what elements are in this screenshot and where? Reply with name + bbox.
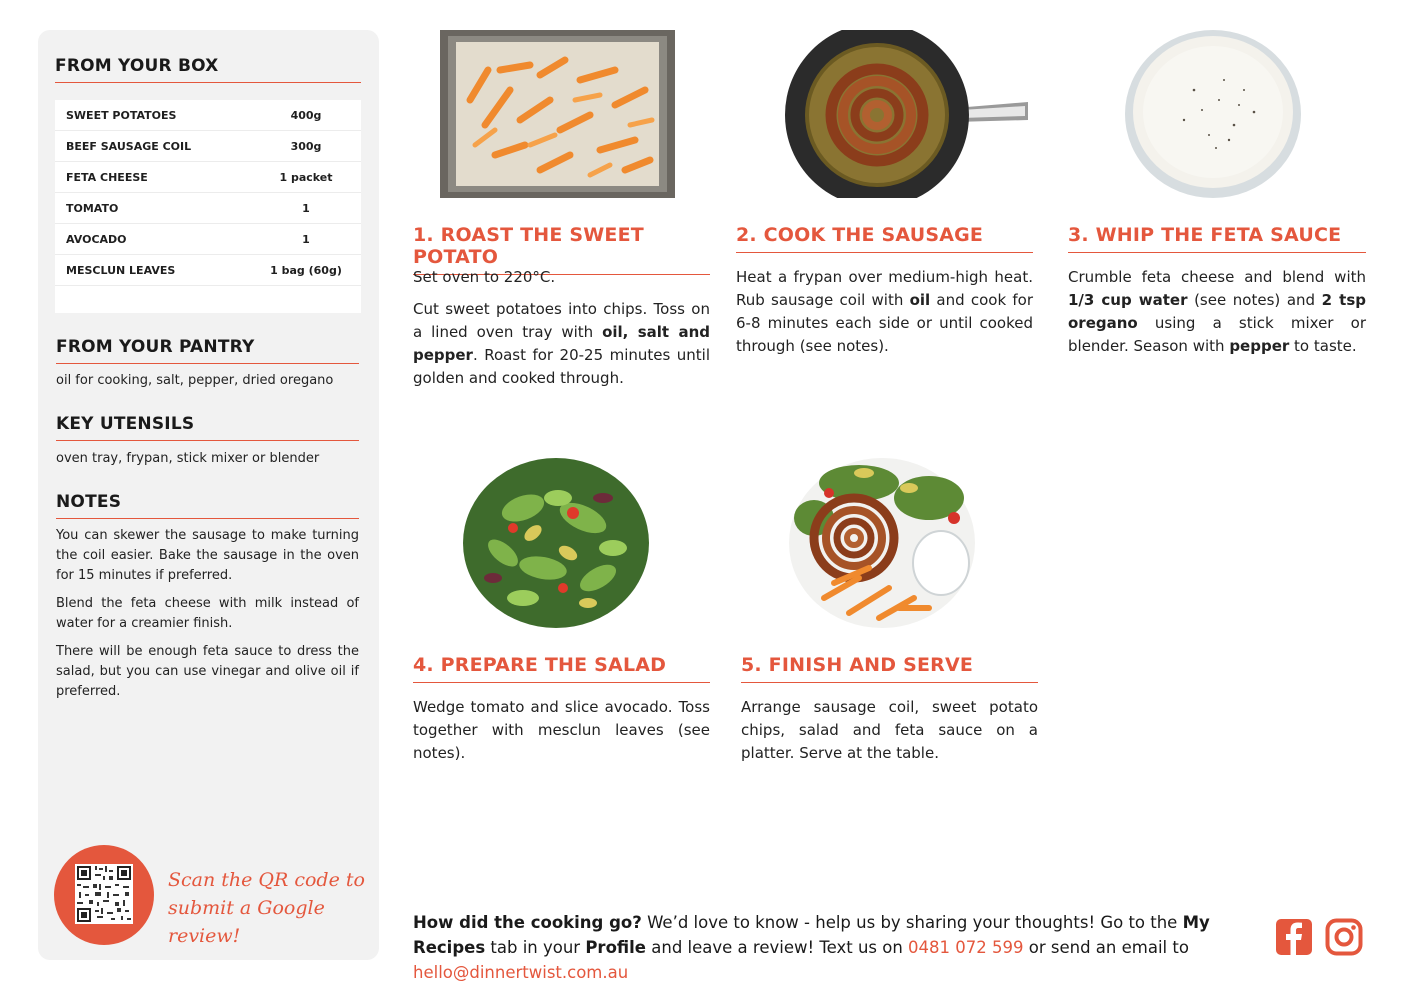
- sidebar: [38, 30, 379, 960]
- step-3-title: 3. WHIP THE FETA SAUCE: [1068, 224, 1366, 253]
- step-text-run: and cook for 6-8 minutes each side or until cooked through (see notes).: [736, 291, 1034, 355]
- ingredient-name: TOMATO: [66, 201, 119, 215]
- footer-phone-link[interactable]: 0481 072 599: [908, 938, 1024, 957]
- pantry-title: FROM YOUR PANTRY: [56, 337, 359, 364]
- roast-sweet-potato-photo: [440, 30, 675, 198]
- ingredients-table: [55, 100, 361, 313]
- qr-caption-line: Scan the QR code to: [168, 869, 365, 891]
- step-text-bold: pepper: [1229, 337, 1290, 355]
- note-paragraph: Blend the feta cheese with milk instead of water for a creamier finish.: [56, 596, 359, 631]
- step-3-body: [1068, 266, 1366, 367]
- qr-code-icon[interactable]: [75, 864, 133, 924]
- step-2-body: [736, 266, 1033, 367]
- ingredient-name: BEEF SAUSAGE COIL: [66, 139, 192, 153]
- footer-text: or send an email to: [1023, 938, 1189, 957]
- step-1-text: Set oven to 220°C.: [413, 268, 556, 286]
- step-4-text: Wedge tomato and slice avocado. Toss together with mesclun leaves (see notes).: [413, 698, 710, 762]
- pantry-text: oil for cooking, salt, pepper, dried oregano: [56, 373, 334, 388]
- ingredient-qty: 1 bag (60g): [270, 263, 342, 277]
- salad-photo: [463, 458, 650, 628]
- table-row: [55, 100, 361, 131]
- step-text-run: using a stick mixer or blender. Season with: [1068, 314, 1366, 355]
- note-paragraph: There will be enough feta sauce to dress the salad, but you can use vinegar and olive oil if preferred.: [56, 644, 359, 699]
- ingredient-name: FETA CHEESE: [66, 170, 148, 184]
- table-row: [55, 255, 361, 286]
- ingredient-qty: 1: [302, 232, 310, 246]
- ingredient-qty: 300g: [290, 139, 322, 153]
- table-row: [55, 162, 361, 193]
- cook-sausage-photo: [785, 30, 1030, 198]
- step-1-body: [413, 266, 710, 399]
- note-paragraph: You can skewer the sausage to make turning the coil easier. Bake the sausage in the oven for 15 minutes if preferred.: [56, 528, 359, 583]
- step-text-run: . Roast for 20-25 minutes until golden and cooked through.: [413, 346, 710, 387]
- notes-body: [56, 526, 359, 710]
- notes-title: NOTES: [56, 492, 359, 519]
- ingredient-name: MESCLUN LEAVES: [66, 263, 176, 277]
- review-footer: [413, 910, 1273, 985]
- step-text-run: Heat a frypan over medium-high heat. Rub sausage coil with: [736, 268, 1033, 309]
- step-2-title: 2. COOK THE SAUSAGE: [736, 224, 1033, 253]
- footer-email-link[interactable]: hello@dinnertwist.com.au: [413, 963, 629, 982]
- step-text-run: (see notes) and: [1187, 291, 1322, 309]
- step-text-bold: 2 tsp oregano: [1068, 291, 1366, 332]
- ingredient-qty: 1 packet: [279, 170, 333, 184]
- ingredient-qty: 1: [302, 201, 310, 215]
- qr-badge[interactable]: [54, 845, 154, 945]
- footer-question: How did the cooking go?: [413, 913, 642, 932]
- footer-my-recipes: My Recipes: [413, 913, 1210, 957]
- step-5-body: [741, 696, 1038, 774]
- step-text-run: Crumble feta cheese and blend with: [1068, 268, 1366, 286]
- step-text-run: Cut sweet potatoes into chips. Toss on a lined oven tray with: [413, 300, 710, 341]
- step-text-bold: 1/3 cup water: [1068, 291, 1188, 309]
- table-row: [55, 193, 361, 224]
- instagram-icon[interactable]: [1325, 918, 1363, 956]
- feta-sauce-photo: [1124, 30, 1302, 198]
- ingredient-qty: 400g: [290, 108, 322, 122]
- step-text-bold: oil: [909, 291, 931, 309]
- table-row: [55, 224, 361, 255]
- final-plate-photo: [789, 458, 976, 628]
- utensils-text: oven tray, frypan, stick mixer or blender: [56, 451, 320, 466]
- qr-caption: [168, 866, 368, 950]
- footer-text: tab in your: [485, 938, 586, 957]
- step-4-body: [413, 696, 710, 774]
- step-1-title: 1. ROAST THE SWEET POTATO: [413, 224, 710, 275]
- step-1-text: [413, 298, 710, 390]
- footer-profile: Profile: [585, 938, 646, 957]
- step-text-bold: oil, salt and pepper: [413, 323, 710, 364]
- footer-text: and leave a review! Text us on: [646, 938, 909, 957]
- facebook-icon[interactable]: [1275, 918, 1313, 956]
- step-5-text: Arrange sausage coil, sweet potato chips, salad and feta sauce on a platter. Serve at the table.: [741, 698, 1038, 762]
- step-4-title: 4. PREPARE THE SALAD: [413, 654, 710, 683]
- table-row: [55, 131, 361, 162]
- step-5-title: 5. FINISH AND SERVE: [741, 654, 1038, 683]
- footer-text: We’d love to know - help us by sharing your thoughts! Go to the: [641, 913, 1183, 932]
- ingredient-name: AVOCADO: [66, 232, 127, 246]
- utensils-title: KEY UTENSILS: [56, 414, 359, 441]
- step-text-run: to taste.: [1289, 337, 1357, 355]
- step-3-text: [1068, 266, 1366, 358]
- ingredient-name: SWEET POTATOES: [66, 108, 177, 122]
- qr-caption-line: submit a Google review!: [168, 897, 325, 947]
- from-box-title: FROM YOUR BOX: [55, 56, 361, 83]
- step-2-text: [736, 266, 1033, 358]
